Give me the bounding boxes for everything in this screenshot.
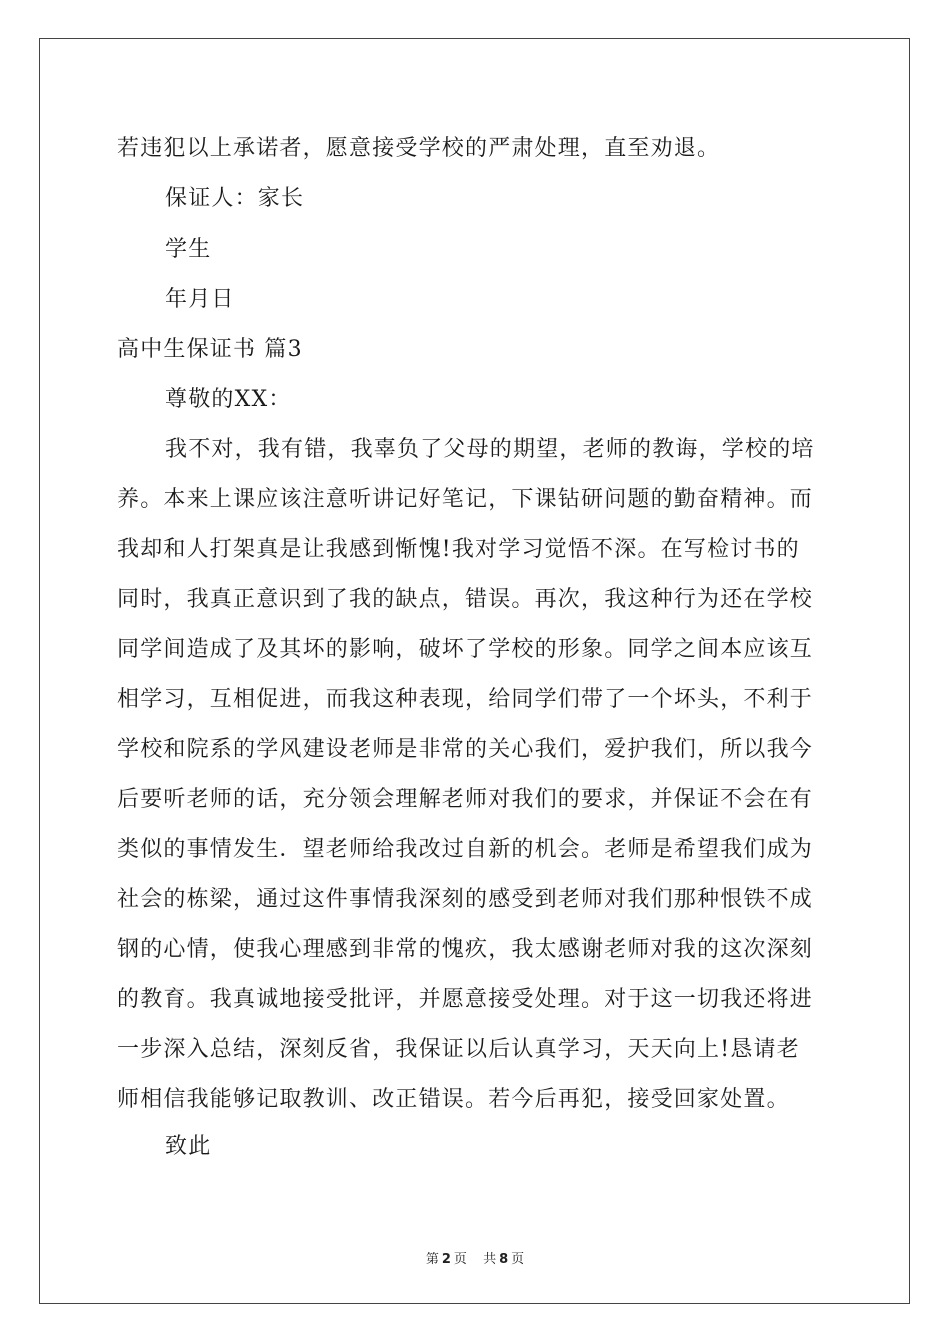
page-border — [39, 38, 910, 1304]
text-line: 同学间造成了及其坏的影响，破坏了学校的形象。同学之间本应该互 — [117, 637, 814, 662]
text-line: 相学习，互相促进，而我这种表现，给同学们带了一个坏头，不利于 — [117, 687, 814, 712]
text-line: 后要听老师的话，充分领会理解老师对我们的要求，并保证不会在有 — [117, 787, 814, 812]
text-line: 社会的栋梁，通过这件事情我深刻的感受到老师对我们那种恨铁不成 — [117, 887, 814, 912]
text-line: 养。本来上课应该注意听讲记好笔记，下课钻研问题的勤奋精神。而 — [117, 487, 814, 512]
closing-line: 致此 — [165, 1134, 212, 1159]
text-line: 我不对，我有错，我辜负了父母的期望，老师的教诲，学校的培 — [165, 437, 815, 462]
text-line: 同时，我真正意识到了我的缺点，错误。再次，我这种行为还在学校 — [117, 587, 814, 612]
text-line: 学校和院系的学风建设老师是非常的关心我们，爱护我们，所以我今 — [117, 737, 814, 762]
guarantor-line: 保证人：家长 — [165, 186, 305, 211]
text-line: 钢的心情，使我心理感到非常的愧疚，我太感谢老师对我的这次深刻 — [117, 937, 814, 962]
section-heading: 高中生保证书 篇3 — [117, 337, 303, 362]
text-line: 的教育。我真诚地接受批评，并愿意接受处理。对于这一切我还将进 — [117, 987, 814, 1012]
text-line: 若违犯以上承诺者，愿意接受学校的严肃处理，直至劝退。 — [117, 136, 721, 161]
page-footer — [0, 1248, 950, 1267]
text-line: 我却和人打架真是让我感到惭愧!我对学习觉悟不深。在写检讨书的 — [117, 537, 800, 562]
student-line: 学生 — [165, 237, 212, 262]
salutation: 尊敬的XX： — [165, 387, 292, 412]
text-line: 师相信我能够记取教训、改正错误。若今后再犯，接受回家处置。 — [117, 1087, 790, 1112]
page-number: 第 2 页 — [425, 1252, 467, 1267]
text-line: 一步深入总结，深刻反省，我保证以后认真学习，天天向上!恳请老 — [117, 1037, 800, 1062]
page-total: 共 8 页 — [483, 1252, 525, 1267]
text-line: 类似的事情发生．望老师给我改过自新的机会。老师是希望我们成为 — [117, 837, 814, 862]
date-line: 年月日 — [165, 287, 235, 312]
